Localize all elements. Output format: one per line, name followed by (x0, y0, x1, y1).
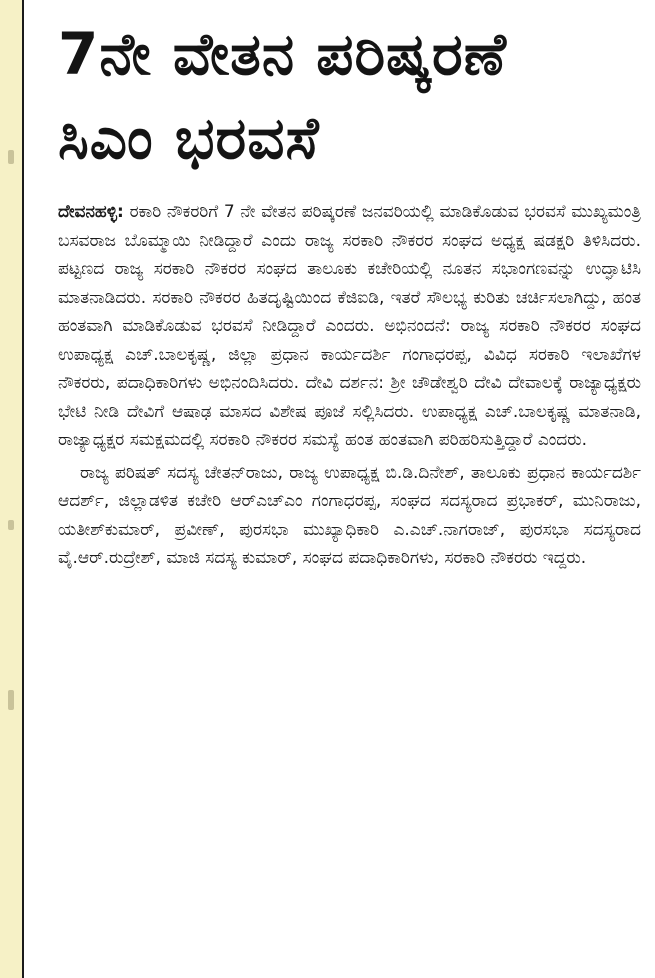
headline (58, 12, 641, 180)
adjacent-column-strip (0, 0, 23, 978)
paragraph-1-text: ರಕಾರಿ ನೌಕರರಿಗೆ 7 ನೇ ವೇತನ ಪರಿಷ್ಕರಣೆ ಜನವರಿಯಲ್ಲಿ ಮಾಡಿಕೊಡುವ ಭರವಸೆ ಮುಖ್ಯಮಂತ್ರಿ ಬಸವರಾಜ ಬೊಮ್ಮಾಯಿ ನೀಡಿದ್ದಾರೆ ಎಂದು ರಾಜ್ಯ ಸರಕಾರಿ ನೌಕರರ ಸಂಘದ ಅಧ್ಯಕ್ಷ ಷಡಕ್ಷರಿ ತಿಳಿಸಿದರು. ಪಟ್ಟಣದ ರಾಜ್ಯ ಸರಕಾರಿ ನೌಕರರ ಸಂಘದ ತಾಲೂಕು ಕಚೇರಿಯಲ್ಲಿ ನೂತನ ಸಭಾಂಗಣವನ್ನು ಉದ್ಘಾಟಿಸಿ ಮಾತನಾಡಿದರು. ಸರಕಾರಿ ನೌಕರರ ಹಿತದೃಷ್ಟಿಯಿಂದ ಕೆಜಿಐಡಿ, ಇತರೆ ಸೌಲಭ್ಯ ಕುರಿತು ಚರ್ಚಿಸಲಾಗಿದ್ದು, ಹಂತ ಹಂತವಾಗಿ ಮಾಡಿಕೊಡುವ ಭರವಸೆ ನೀಡಿದ್ದಾರೆ ಎಂದರು. ಅಭಿನಂದನೆ: ರಾಜ್ಯ ಸರಕಾರಿ ನೌಕರರ ಸಂಘದ ಉಪಾಧ್ಯಕ್ಷ ಎಚ್.ಬಾಲಕೃಷ್ಣ, ಜಿಲ್ಲಾ ಪ್ರಧಾನ ಕಾರ್ಯದರ್ಶಿ ಗಂಗಾಧರಪ್ಪ, ವಿವಿಧ ಸರಕಾರಿ ಇಲಾಖೆಗಳ ನೌಕರರು, ಪದಾಧಿಕಾರಿಗಳು ಅಭಿನಂದಿಸಿದರು. ದೇವಿ ದರ್ಶನ: ಶ್ರೀ ಚೌಡೇಶ್ವರಿ ದೇವಿ ದೇವಾಲಕ್ಕೆ ರಾಜ್ಯಾಧ್ಯಕ್ಷರು ಭೇಟಿ ನೀಡಿ ದೇವಿಗೆ ಆಷಾಢ ಮಾಸದ ವಿಶೇಷ ಪೂಜೆ ಸಲ್ಲಿಸಿದರು. ಉಪಾಧ್ಯಕ್ಷ ಎಚ್.ಬಾಲಕೃಷ್ಣ ಮಾತನಾಡಿ, ರಾಜ್ಯಾಧ್ಯಕ್ಷರ ಸಮಕ್ಷಮದಲ್ಲಿ ಸರಕಾರಿ ನೌಕರರ ಸಮಸ್ಯೆ ಹಂತ ಹಂತವಾಗಿ ಪರಿಹರಿಸುತ್ತಿದ್ದಾರೆ ಎಂದರು. (58, 202, 641, 450)
strip-mark (8, 150, 14, 164)
article-clipping (22, 0, 655, 978)
headline-line-2: ಸಿಎಂ ಭರವಸೆ (58, 104, 320, 172)
article-paragraph-1 (58, 198, 641, 455)
article-paragraph-2: ರಾಜ್ಯ ಪರಿಷತ್ ಸದಸ್ಯ ಚೇತನ್‌ರಾಜು, ರಾಜ್ಯ ಉಪಾಧ್ಯಕ್ಷ ಬಿ.ಡಿ.ದಿನೇಶ್, ತಾಲೂಕು ಪ್ರಧಾನ ಕಾರ್ಯದರ್ಶಿ ಆದರ್ಶ್, ಜಿಲ್ಲಾಡಳಿತ ಕಚೇರಿ ಆರ್‌ಎಚ್‌ಎಂ ಗಂಗಾಧರಪ್ಪ, ಸಂಘದ ಸದಸ್ಯರಾದ ಪ್ರಭಾಕರ್, ಮುನಿರಾಜು, ಯತೀಶ್‌ಕುಮಾರ್, ಪ್ರವೀಣ್, ಪುರಸಭಾ ಮುಖ್ಯಾಧಿಕಾರಿ ಎ.ಎಚ್.ನಾಗರಾಜ್, ಪುರಸಭಾ ಸದಸ್ಯರಾದ ವೈ.ಆರ್.ರುದ್ರೇಶ್, ಮಾಜಿ ಸದಸ್ಯ ಕುಮಾರ್, ಸಂಘದ ಪದಾಧಿಕಾರಿಗಳು, ಸರಕಾರಿ ನೌಕರರು ಇದ್ದರು. (58, 462, 641, 568)
headline-line-1: 7ನೇ ವೇತನ ಪರಿಷ್ಕರಣೆ (58, 20, 507, 88)
dateline: ದೇವನಹಳ್ಳಿ: (58, 202, 124, 222)
article-body (58, 198, 641, 573)
strip-mark (8, 520, 14, 530)
strip-mark (8, 690, 14, 710)
